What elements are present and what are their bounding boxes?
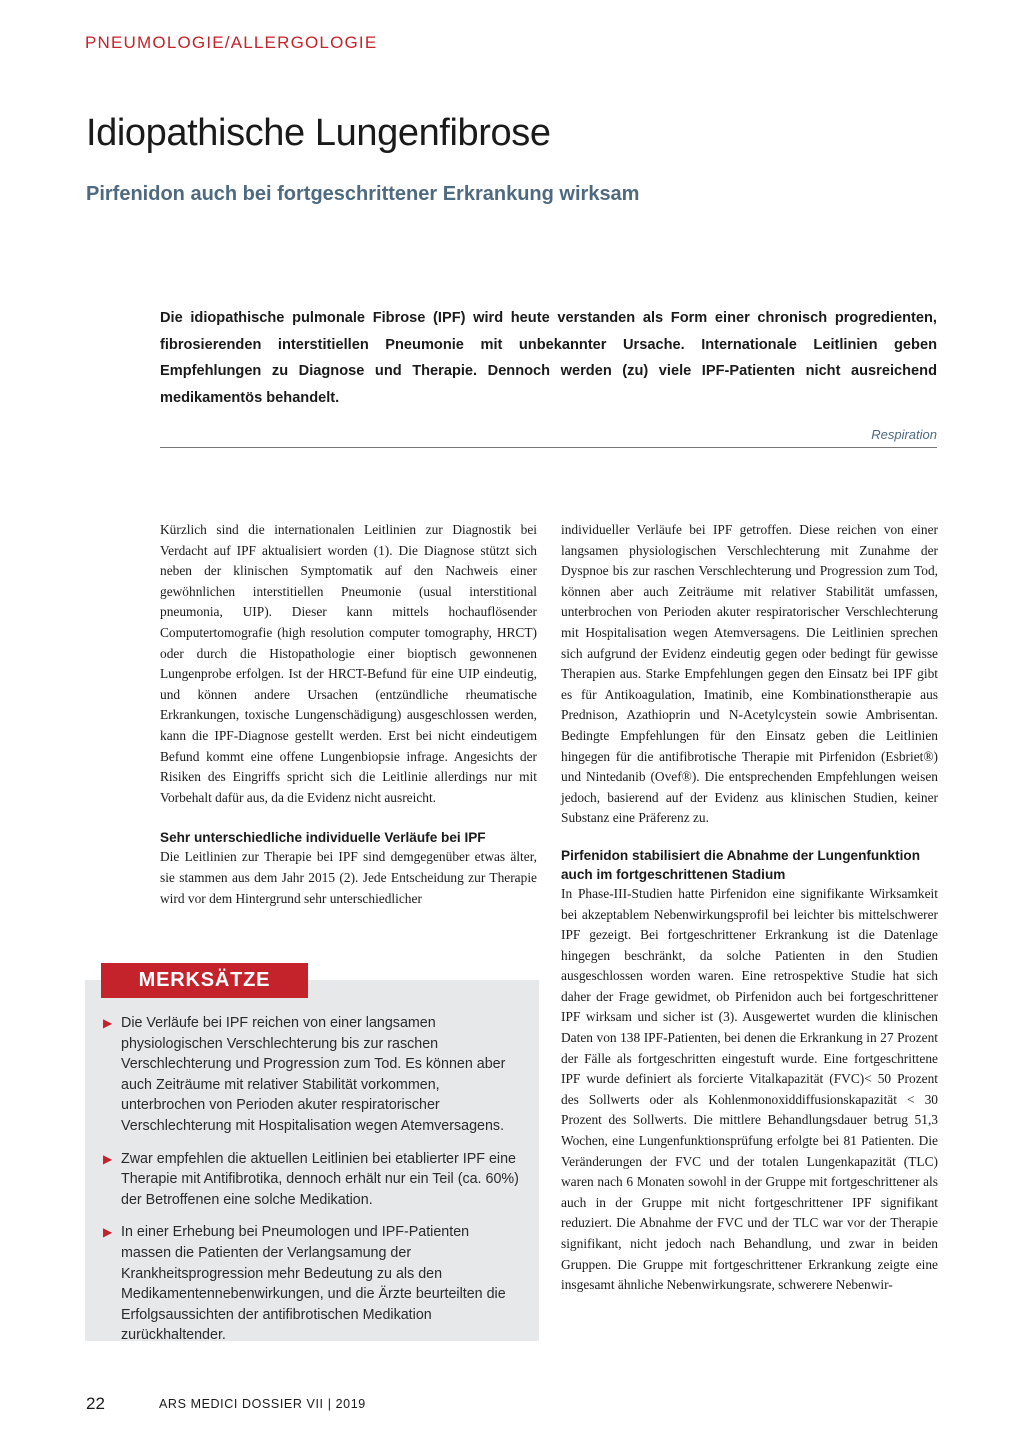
triangle-right-icon: ▶ <box>103 1225 113 1240</box>
list-item-text: In einer Erhebung bei Pneumologen und IPF-Patienten massen die Patienten der Verlangsamung der Krankheitsprogression mehr Bedeutung zu als den Medikamentennebenwirkungen, und die Ärzte beurteilten die Erfolgsaussichten der antifibrotischen Medikation zurückhaltender. <box>121 1224 506 1344</box>
body-paragraph: individueller Verläufe bei IPF getroffen. Diese reichen von einer langsamen physiologischen Verschlechterung mit Zunahme der Dyspnoe bis zur raschen Verschlechterung und Progression zum Tod, können aber auch Zeiträume mit relativer Stabilität umfassen, unterbrochen von Perioden akuter respiratorischer Verschlechterung mit Hospitalisation wegen Atemversagens. Die Leitlinien sprechen sich aufgrund der Evidenz eindeutig gegen oder bedingt für gewisse Therapien aus. Starke Empfehlungen gegen den Einsatz bei IPF gibt es für Antikoagulation, Imatinib, eine Kombinationstherapie aus Prednison, Azathioprin und N-Acetylcystein sowie Ambrisentan. Bedingte Empfehlungen für den Einsatz geben die Leitlinien hingegen für die antifibrotische Therapie mit Pirfenidon (Esbriet®) und Nintedanib (Ovef®). Die entsprechenden Empfehlungen weisen jedoch, basierend auf der Evidenz aus klinischen Studien, keiner Substanz eine Präferenz zu. <box>561 522 938 826</box>
triangle-right-icon: ▶ <box>103 1151 113 1166</box>
list-item <box>103 1222 523 1346</box>
body-paragraph: In Phase-III-Studien hatte Pirfenidon eine signifikante Wirksamkeit bei akzeptablem Nebenwirkungsprofil bei leichter bis mittelschwerer IPF gezeigt. Bei fortgeschrittener Erkrankung ist die Datenlage hingegen beschränkt, da solche Patienten in den Studien ausgeschlossen worden waren. Eine retrospektive Studie hat sich daher der Frage gewidmet, ob Pirfenidon auch bei fortgeschrittener IPF wirksam und sicher ist (3). Ausgewertet wurden die klinischen Daten von 138 IPF-Patienten, bei denen die Erkrankung in 27 Prozent der Fälle als fortgeschritten eingestuft wurde. Eine fortgeschrittene IPF wurde definiert als forcierte Vitalkapazität (FVC)< 50 Prozent des Sollwerts oder als Kohlenmonoxiddiffusionskapazität < 30 Prozent des Sollwerts. Die mittlere Behandlungsdauer betrug 51,3 Wochen, eine Lungenfunktionsprüfung erfolgte bei 81 Patienten. Die Veränderungen der FVC und der totalen Lungenkapazität (TLC) waren nach 6 Monaten sowohl in der Gruppe mit fortgeschrittener als auch in der Gruppe mit nicht fortgeschrittener IPF signifikant reduziert. Die Abnahme der FVC und der TLC war vor der Therapie signifikant, nicht jedoch nach Behandlung, und zwar in beiden Gruppen. Die Gruppe mit fortgeschrittener Erkrankung zeigte eine insgesamt ähnliche Nebenwirkungsrate, schwerere Nebenwir- <box>561 885 938 1293</box>
triangle-right-icon: ▶ <box>103 1016 113 1030</box>
lead-paragraph: Die idiopathische pulmonale Fibrose (IPF) wird heute verstanden als Form einer chronisch progredienten, fibrosierenden interstitiellen Pneumonie mit unbekannter Ursache. Internationale Leitlinien geben Empfehlungen zu Diagnose und Therapie. Dennoch werden (zu) viele IPF-Patienten nicht ausreichend medikamentös behandelt. <box>160 310 937 406</box>
section-heading: Sehr unterschiedliche individuelle Verläufe bei IPF <box>160 830 486 846</box>
source-label: Respiration <box>871 427 937 442</box>
merksaetze-title: MERKSÄTZE <box>101 963 308 998</box>
section-heading: Pirfenidon stabilisiert die Abnahme der Lungenfunktion auch im fortgeschrittenen Stadium <box>561 847 920 882</box>
article-subtitle: Pirfenidon auch bei fortgeschrittener Erkrankung wirksam <box>86 183 640 205</box>
list-item-text: Die Verläufe bei IPF reichen von einer langsamen physiologischen Verschlechterung bis zur raschen Verschlechterung und Progression zum Tod. Es können aber auch Zeiträume mit relativer Stabilität vorkommen, unterbrochen von Perioden akuter respiratorischer Verschlechterung mit Hospitalisation wegen Atemversagens. <box>121 1015 506 1134</box>
merksaetze-list <box>103 1013 523 1358</box>
list-item <box>103 1149 523 1211</box>
article-title: Idiopathische Lungenfibrose <box>86 112 551 154</box>
publication-footer: ARS MEDICI DOSSIER VII | 2019 <box>159 1397 366 1411</box>
lead-divider <box>160 447 937 448</box>
left-column <box>160 520 537 909</box>
list-item <box>103 1013 523 1137</box>
body-paragraph: Kürzlich sind die internationalen Leitlinien zur Diagnostik bei Verdacht auf IPF aktualisiert worden (1). Die Diagnose stützt sich neben der klinischen Symptomatik auf den Nachweis einer gewöhnlichen interstitiellen Pneumonie (usual interstitional pneumonia, UIP). Dieser kann mittels hochauflösender Computertomografie (high resolution computer tomography, HRCT) oder durch die Histopathologie einer bioptisch gewonnenen Lungenprobe erfolgen. Ist der HRCT-Befund für eine UIP eindeutig, und können andere Ursachen (entzündliche rheumatische Erkrankungen, toxische Lungenschädigung) ausgeschlossen werden, kann die IPF-Diagnose gestellt werden. Erst bei nicht eindeutigem Befund kommt eine offene Lungenbiopsie infrage. Angesichts der Risiken des Eingriffs spricht sich die Leitlinie allerdings nur mit Vorbehalt dafür aus, da die Evidenz nicht ausreicht. <box>160 522 537 805</box>
section-label: PNEUMOLOGIE/ALLERGOLOGIE <box>85 33 378 52</box>
right-column <box>561 520 938 1296</box>
body-paragraph: Die Leitlinien zur Therapie bei IPF sind demgegenüber etwas älter, sie stammen aus dem Jahr 2015 (2). Jede Entscheidung zur Therapie wird vor dem Hintergrund sehr unterschiedlicher <box>160 849 537 906</box>
page-number: 22 <box>86 1394 105 1413</box>
list-item-text: Zwar empfehlen die aktuellen Leitlinien bei etablierter IPF eine Therapie mit Antifibrotika, dennoch erhält nur ein Teil (ca. 60%) der Betroffenen eine solche Medikation. <box>121 1150 519 1208</box>
